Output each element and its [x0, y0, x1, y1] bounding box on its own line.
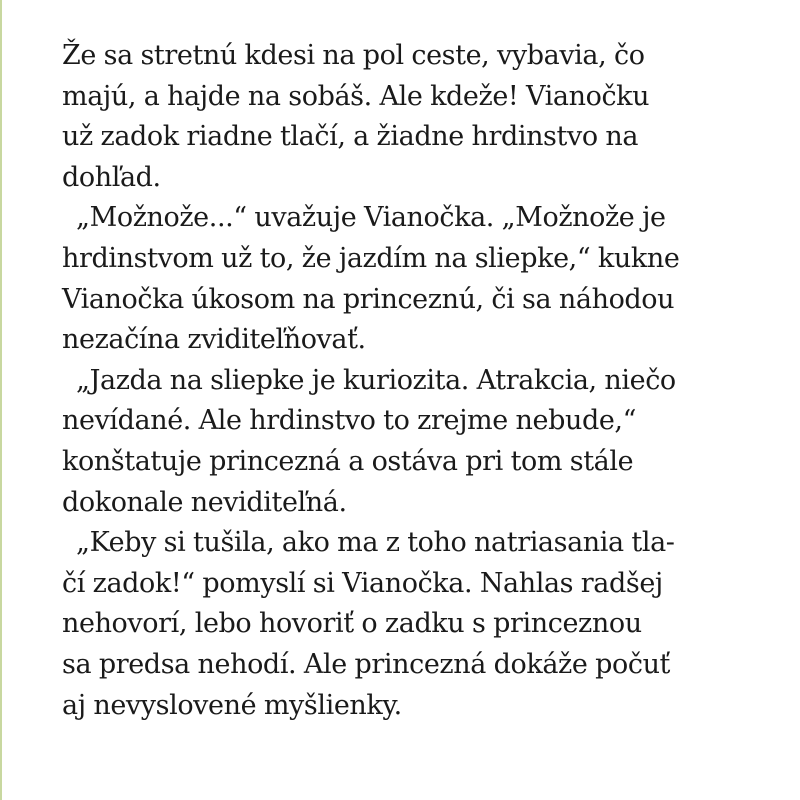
paragraph-start-line: „Keby si tušila, ako ma z toho natriasania tla- [76, 527, 675, 559]
text-line: sa predsa nehodí. Ale princezná dokáže počuť [62, 648, 671, 680]
text-line: Že sa stretnú kdesi na pol ceste, vybavia, čo [62, 40, 645, 71]
page-edge-strip [0, 0, 2, 800]
paragraph-start-line: „Jazda na sliepke je kuriozita. Atrakcia, niečo [76, 364, 676, 396]
text-line: už zadok riadne tlačí, a žiadne hrdinstvo na [62, 121, 639, 153]
text-line: dohľad. [62, 161, 161, 193]
text-line: hrdinstvom už to, že jazdím na sliepke,“ kukne [62, 242, 680, 274]
text-line: majú, a hajde na sobáš. Ale kdeže! Vianočku [62, 80, 650, 112]
text-line: nevídané. Ale hrdinstvo to zrejme nebude,“ [62, 405, 636, 437]
paragraph-start-line: „Možnože...“ uvažuje Vianočka. „Možnože je [76, 202, 666, 234]
text-line: Vianočka úkosom na princeznú, či sa náhodou [62, 283, 675, 315]
text-line: nezačína zviditeľňovať. [62, 324, 366, 356]
text-line: konštatuje princezná a ostáva pri tom stále [62, 445, 634, 477]
book-page-text [62, 36, 762, 726]
text-line: nehovorí, lebo hovoriť o zadku s princeznou [62, 608, 642, 640]
text-line: dokonale neviditeľná. [62, 486, 347, 518]
text-line: aj nevyslovené myšlienky. [62, 689, 402, 721]
text-line: čí zadok!“ pomyslí si Vianočka. Nahlas radšej [62, 567, 663, 599]
